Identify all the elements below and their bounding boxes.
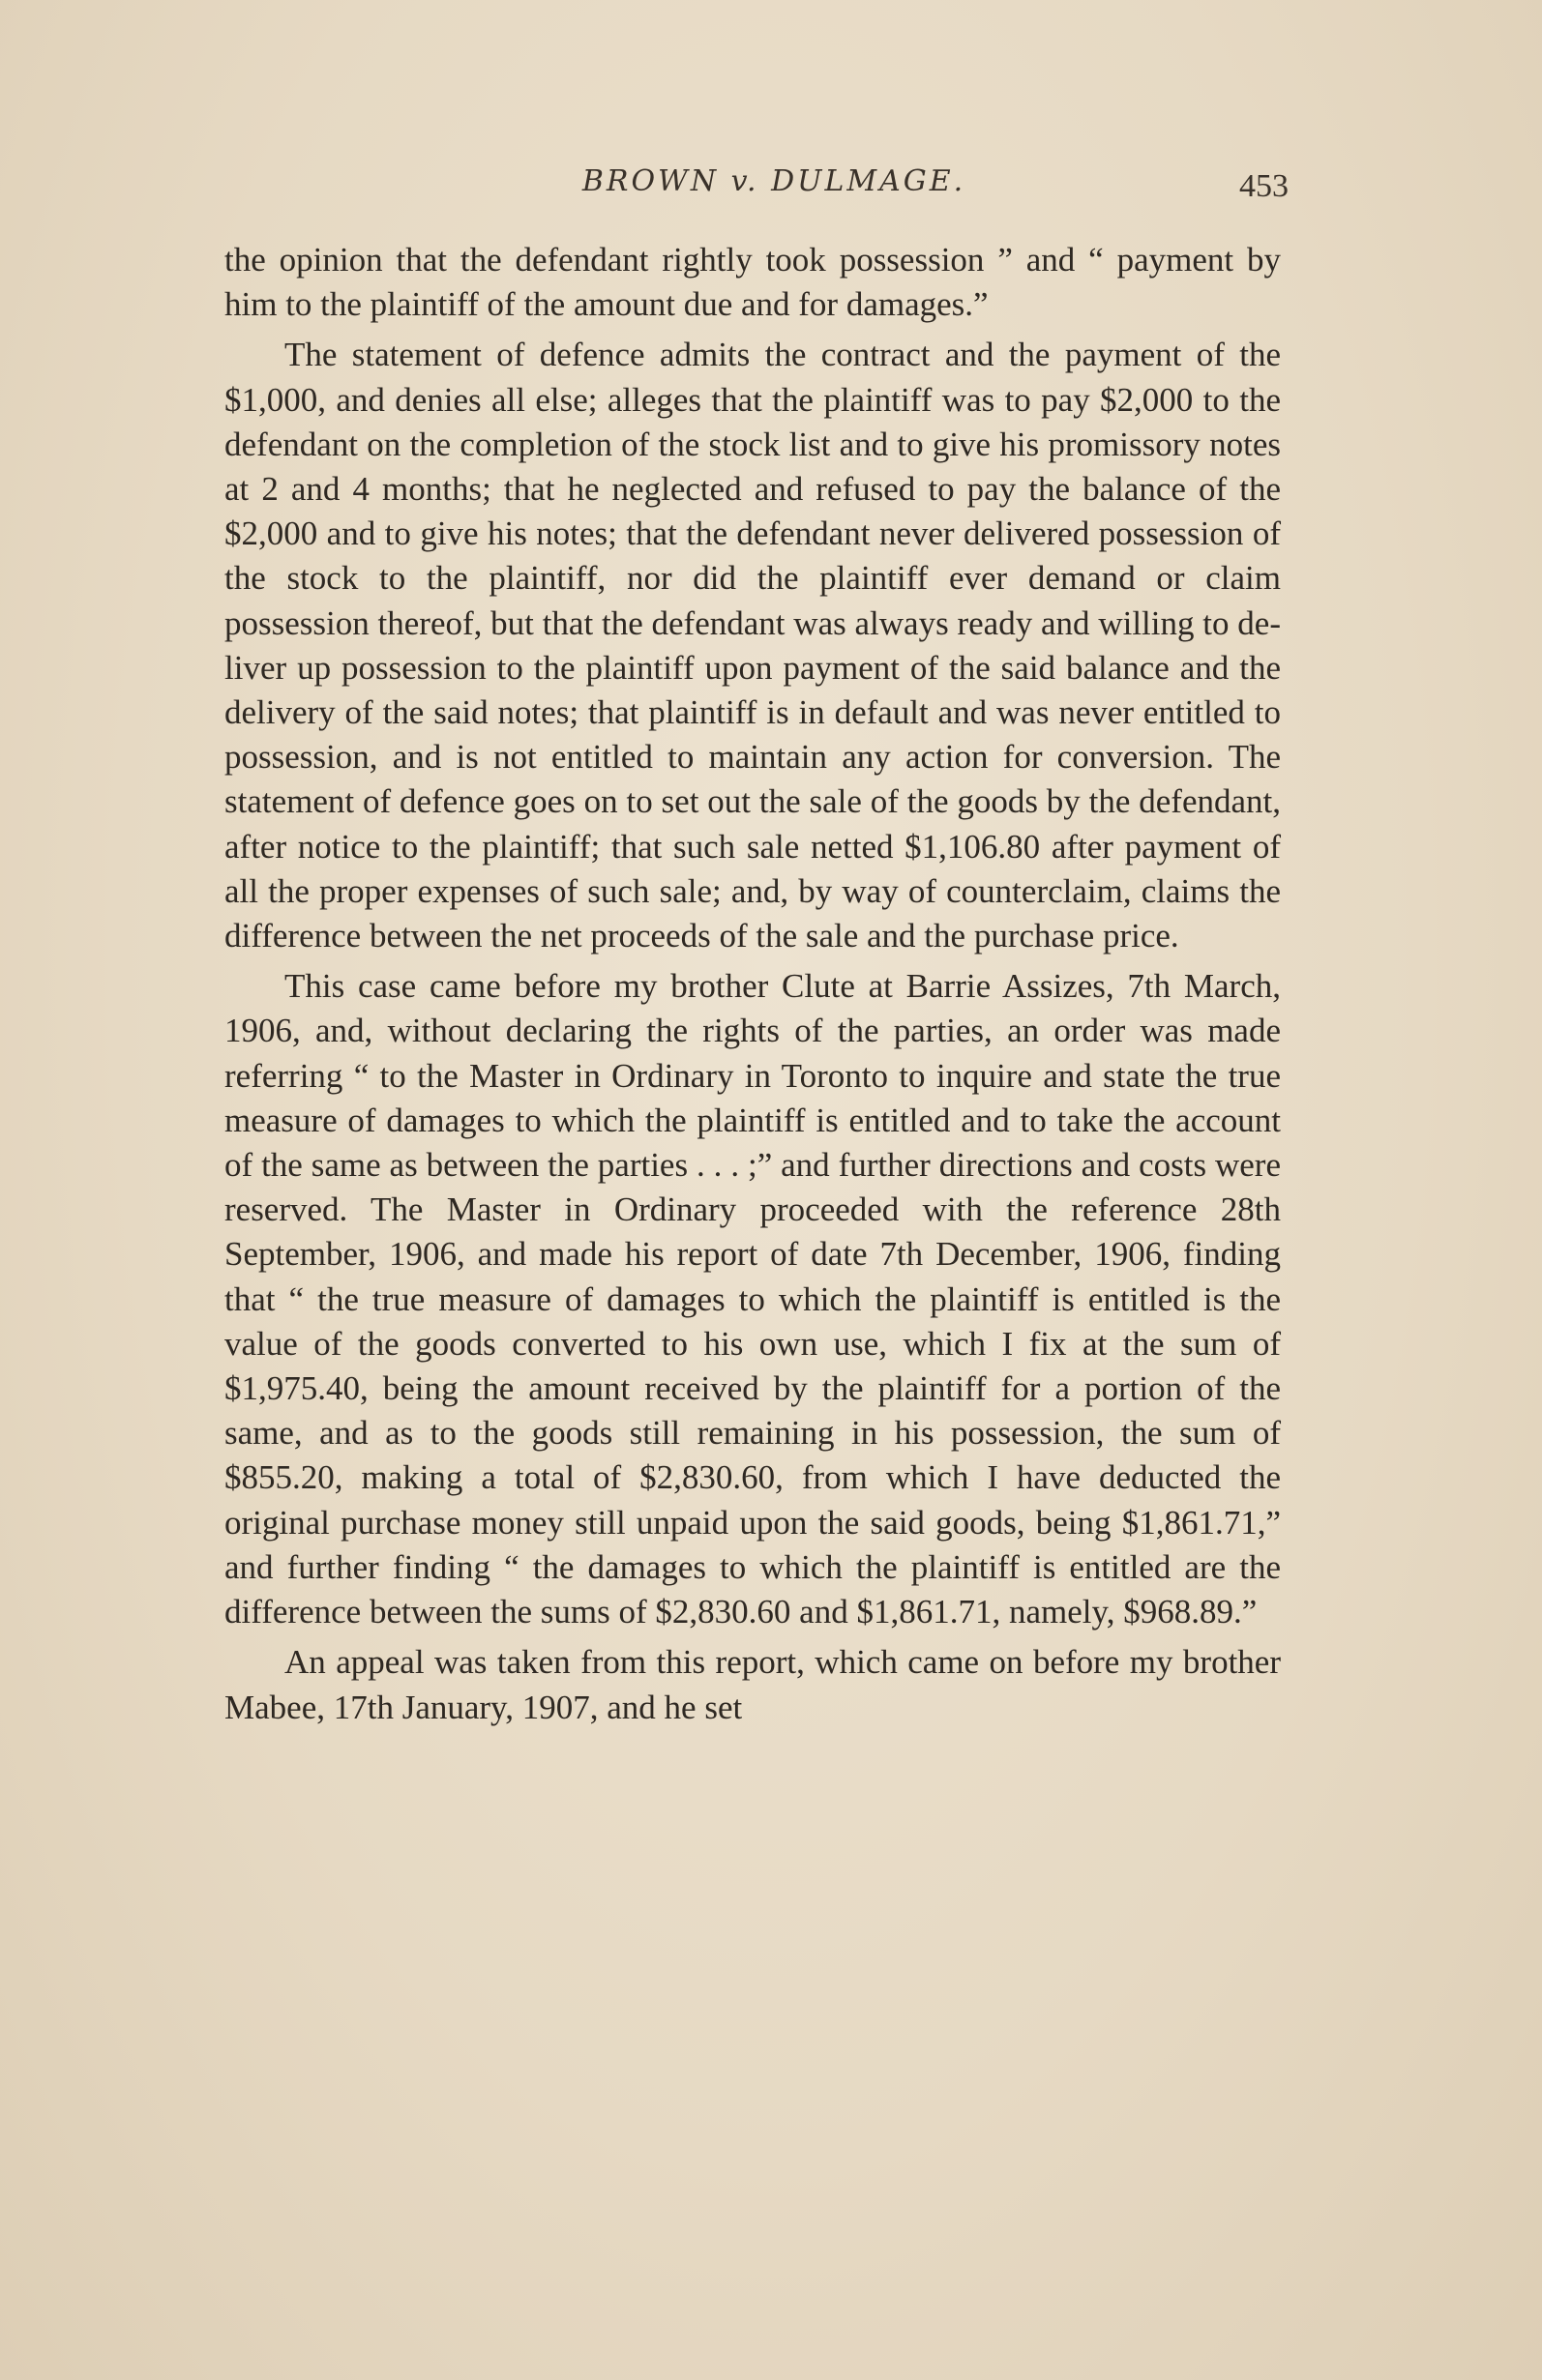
paragraph: The statement of defence admits the contract and the payment of the $1,000, and denies all else; alleges that the plaintiff was to pay $2,000 to the defendant on the completion of the stock list and to give his promissory notes at 2 and 4 months; that he neglected and refused to pay the balance of the $2,000 and to give his notes; that the defendant never delivered possession of the stock to the plaintiff, nor did the plaintiff ever demand or claim possession thereof, but that the defendant was always ready and willing to deliver up possession to the plaintiff upon payment of the said balance and the delivery of the said notes; that plaintiff is in default and was never entitled to possession, and is not entitled to maintain any action for conversion. The statement of defence goes on to set out the sale of the goods by the defendant, after notice to the plaintiff; that such sale netted $1,106.80 after payment of all the proper expenses of such sale; and, by way of counterclaim, claims the difference between the net proceeds of the sale and the purchase price. xyxy=(224,336,1281,955)
page-header xyxy=(0,164,1542,222)
page-number: 453 xyxy=(1239,168,1289,204)
paragraph: the opinion that the defendant rightly took possession ” and “ payment by him to the plaintiff of the amount due and for damages.” xyxy=(224,241,1281,324)
running-title: BROWN v. DULMAGE. xyxy=(581,164,966,198)
paragraph: This case came before my brother Clute at Barrie Assizes, 7th March, 1906, and, without declaring the rights of the parties, an order was made referring “ to the Master in Ordinary in Toronto to inquire and state the true measure of damages to which the plaintiff is entitled and to take the account of the same as between the parties . . . ;” and further directions and costs were reserved. The Master in Ordinary proceeded with the reference 28th September, 1906, and made his report of date 7th December, 1906, finding that “ the true measure of damages to which the plaintiff is entitled is the value of the goods converted to his own use, which I fix at the sum of $1,975.40, being the amount received by the plaintiff for a portion of the same, and as to the goods still remaining in his possession, the sum of $855.20, making a total of $2,830.60, from which I have deducted the original purchase money still unpaid upon the said goods, being $1,861.71,” and further finding “ the damages to which the plaintiff is entitled are the difference between the sums of $2,830.60 and $1,861.71, namely, $968.89.” xyxy=(224,967,1281,1631)
body-text xyxy=(224,238,1281,1730)
paragraph: An appeal was taken from this report, which came on before my brother Mabee, 17th January, 1907, and he set xyxy=(224,1643,1281,1726)
